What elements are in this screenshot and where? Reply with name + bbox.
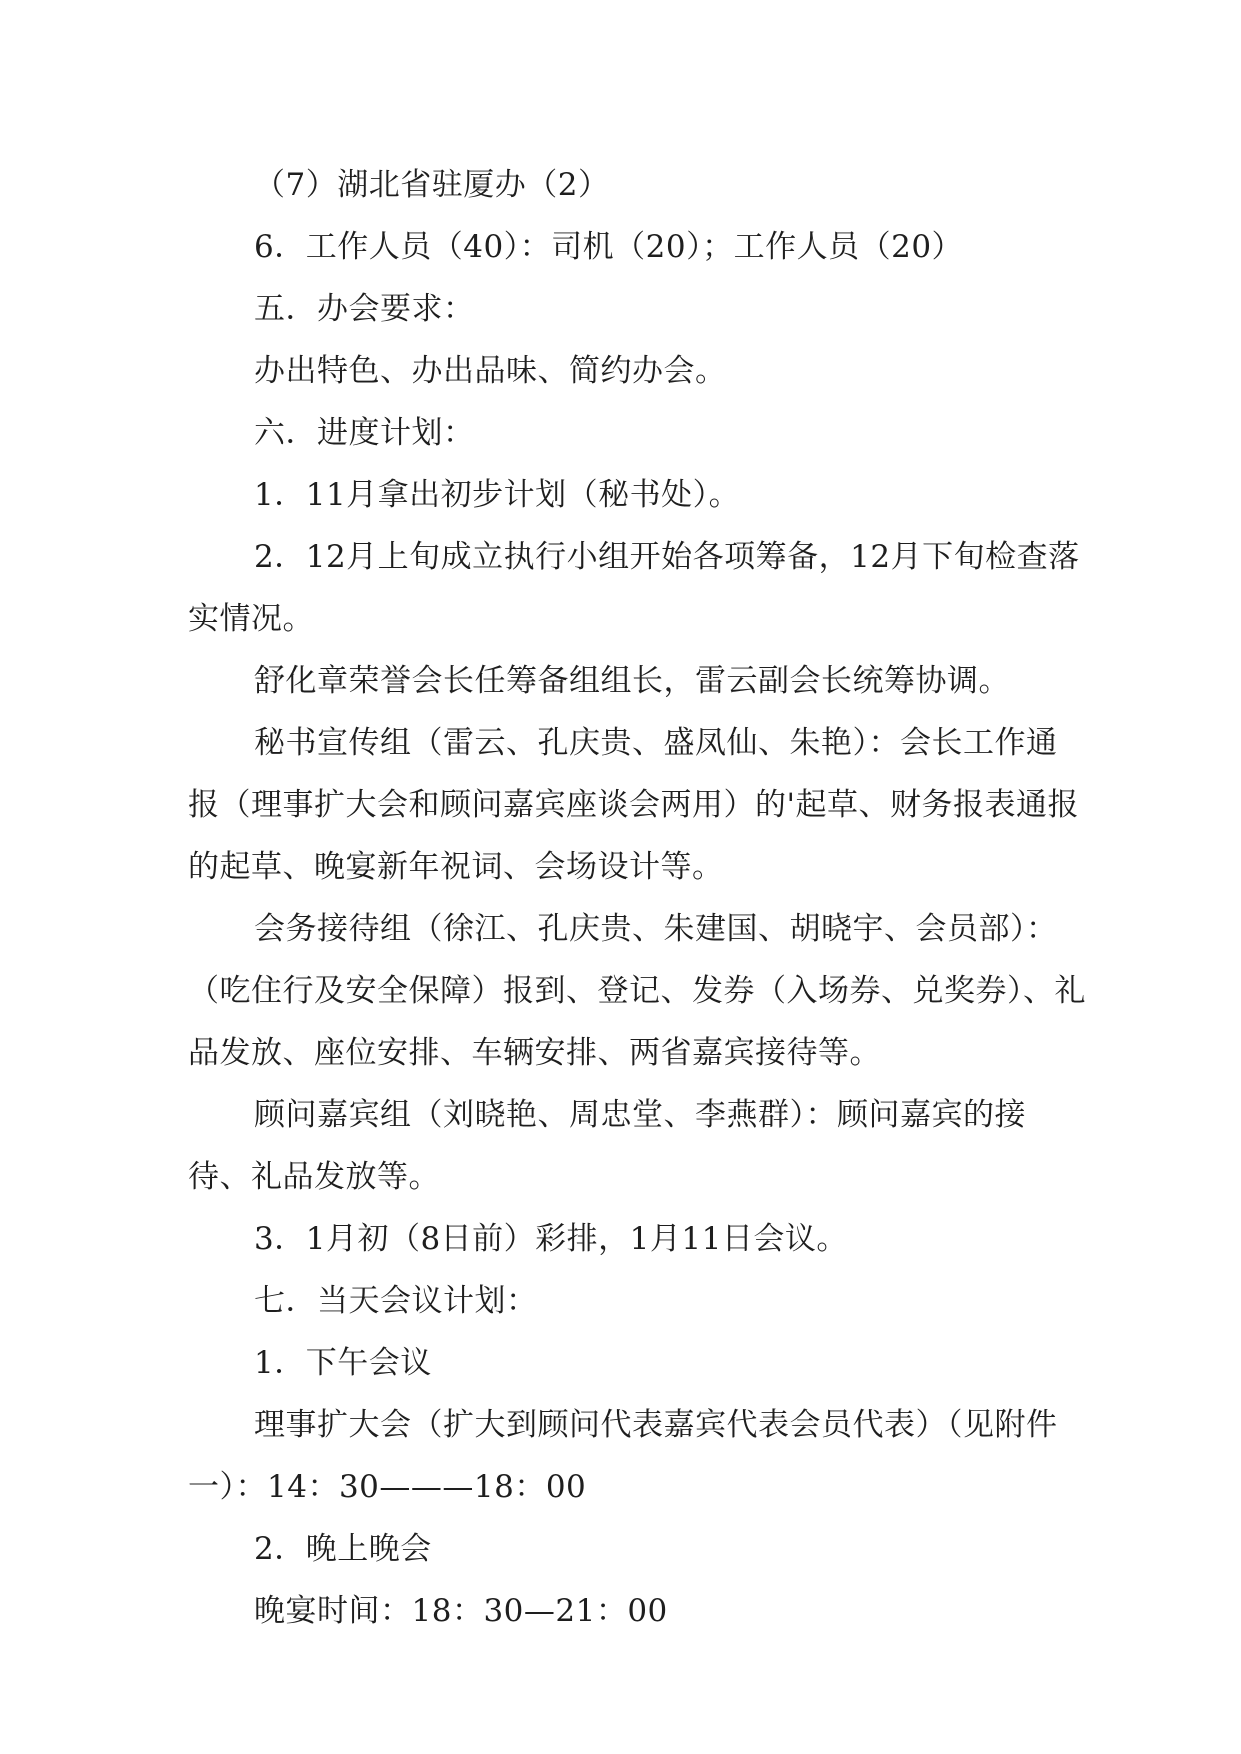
paragraph-secretariat-group: 秘书宣传组（雷云、孔庆贵、盛凤仙、朱艳）：会长工作通报（理事扩大会和顾问嘉宾座谈会两用）的'起草、财务报表通报的起草、晚宴新年祝词、会场设计等。 — [188, 725, 1080, 885]
heading-schedule-plan: 六．进度计划： — [254, 415, 475, 451]
paragraph-plan-november: 1．11月拿出初步计划（秘书处）。 — [254, 477, 741, 513]
heading-meeting-requirements: 五．办会要求： — [254, 291, 475, 327]
paragraph-rehearsal: 3．1月初（8日前）彩排，1月11日会议。 — [254, 1221, 848, 1257]
paragraph-banquet-time: 晚宴时间：18：30—21：00 — [254, 1593, 668, 1629]
paragraph-plan-december: 2．12月上旬成立执行小组开始各项筹备，12月下旬检查落实情况。 — [188, 539, 1080, 637]
paragraph-council-meeting: 理事扩大会（扩大到顾问代表嘉宾代表会员代表）（见附件一）：14：30———18：00 — [188, 1407, 1058, 1505]
paragraph-reception-group: 会务接待组（徐江、孔庆贵、朱建国、胡晓宇、会员部）：（吃住行及安全保障）报到、登记、发券（入场券、兑奖券）、礼品发放、座位安排、车辆安排、两省嘉宾接待等。 — [188, 911, 1086, 1071]
heading-day-plan: 七．当天会议计划： — [254, 1283, 538, 1319]
paragraph-organizing-lead: 舒化章荣誉会长任筹备组组长，雷云副会长统筹协调。 — [254, 663, 1010, 699]
paragraph-evening-gala: 2．晚上晚会 — [254, 1531, 432, 1567]
document-body — [188, 154, 1088, 1642]
paragraph-hubei-office: （7）湖北省驻厦办（2） — [254, 167, 610, 203]
paragraph-advisor-group: 顾问嘉宾组（刘晓艳、周忠堂、李燕群）：顾问嘉宾的接待、礼品发放等。 — [188, 1097, 1026, 1195]
paragraph-requirements: 办出特色、办出品味、简约办会。 — [254, 353, 727, 389]
paragraph-staff: 6．工作人员（40）：司机（20）；工作人员（20） — [254, 229, 964, 265]
paragraph-afternoon-meeting: 1．下午会议 — [254, 1345, 432, 1381]
